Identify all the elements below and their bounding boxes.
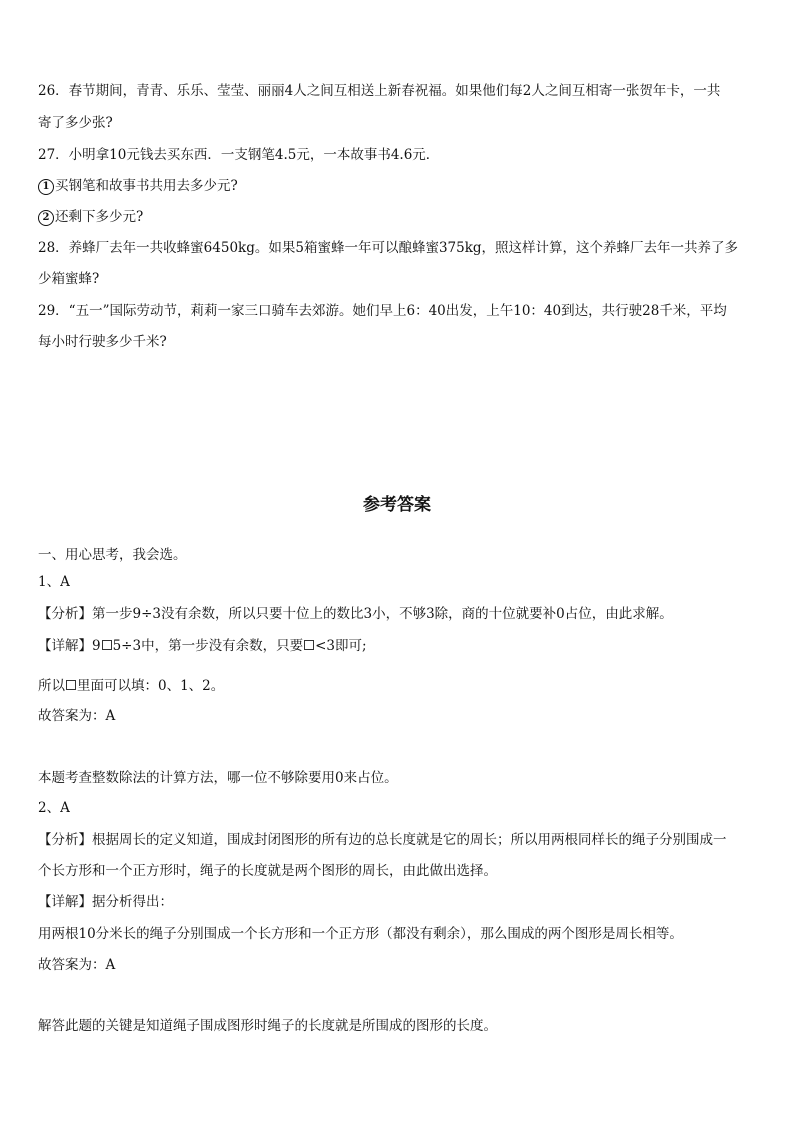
answer1-detail-post: 5÷3中，第一步没有余数，只要 <box>112 638 304 654</box>
answer2-analysis-line1: 【分析】根据周长的定义知道，围成封闭图形的所有边的总长度就是它的周长；所以用两根同样长的绳子分别围成一 <box>38 832 727 848</box>
answers-title: 参考答案 <box>363 495 431 515</box>
answer1-label: 1、A <box>38 574 70 590</box>
q27-sub2 <box>38 207 760 227</box>
q29-line2: 每小时行驶多少千米? <box>38 334 167 350</box>
q26-line1: 26．春节期间，青青、乐乐、莹莹、丽丽4人之间互相送上新春祝福。如果他们每2人之间互相寄一张贺年卡，一共 <box>38 83 721 99</box>
q27-line1: 27．小明拿10元钱去买东西．一支钢笔4.5元，一本故事书4.6元． <box>38 147 440 163</box>
answer2-note: 解答此题的关键是知道绳子围成图形时绳子的长度就是所围成的图形的长度。 <box>38 1018 497 1034</box>
answer1-detail-pre: 【详解】9 <box>38 638 101 654</box>
q27-sub2-text: 还剩下多少元? <box>55 209 144 225</box>
answer2-analysis-line2: 个长方形和一个正方形时，绳子的长度就是两个图形的周长，由此做出选择。 <box>38 863 497 879</box>
answer1-fill <box>38 676 760 696</box>
circled-number-icon: 2 <box>38 210 54 226</box>
answer1-fill-post: 里面可以填：0、1、2。 <box>77 678 225 694</box>
answer1-fill-pre: 所以 <box>38 678 65 694</box>
q26-line2: 寄了多少张? <box>38 115 113 131</box>
answer2-label: 2、A <box>38 800 70 816</box>
circled-number-icon: 1 <box>38 179 54 195</box>
blank-box-icon <box>102 640 112 650</box>
answer1-detail <box>38 636 760 656</box>
q28-line1: 28．养蜂厂去年一共收蜂蜜6450kg。如果5箱蜜蜂一年可以酿蜂蜜375kg，照这样计算，这个养蜂厂去年一共养了多 <box>38 240 739 256</box>
answer2-result: 故答案为：A <box>38 957 116 973</box>
q28-line2: 少箱蜜蜂? <box>38 271 100 287</box>
q29-line1: 29．“五一”国际劳动节，莉莉一家三口骑车去郊游。她们早上6：40出发，上午10：40到达，共行驶28千米，平均 <box>38 303 727 319</box>
answer1-result: 故答案为：A <box>38 708 116 724</box>
section-heading: 一、用心思考，我会选。 <box>38 547 187 563</box>
answer1-detail-end: <3即可; <box>315 638 367 654</box>
answer2-statement: 用两根10分米长的绳子分别围成一个长方形和一个正方形（都没有剩余），那么围成的两个图形是周长相等。 <box>38 926 683 942</box>
blank-box-icon <box>66 680 76 690</box>
answer2-detail: 【详解】据分析得出： <box>38 894 173 910</box>
q27-sub1-text: 买钢笔和故事书共用去多少元? <box>55 178 238 194</box>
q27-sub1 <box>38 176 760 196</box>
answer1-analysis: 【分析】第一步9÷3没有余数，所以只要十位上的数比3小，不够3除，商的十位就要补0占位，由此求解。 <box>38 606 673 622</box>
blank-box-icon <box>304 640 314 650</box>
answer1-note: 本题考查整数除法的计算方法，哪一位不够除要用0来占位。 <box>38 770 398 786</box>
